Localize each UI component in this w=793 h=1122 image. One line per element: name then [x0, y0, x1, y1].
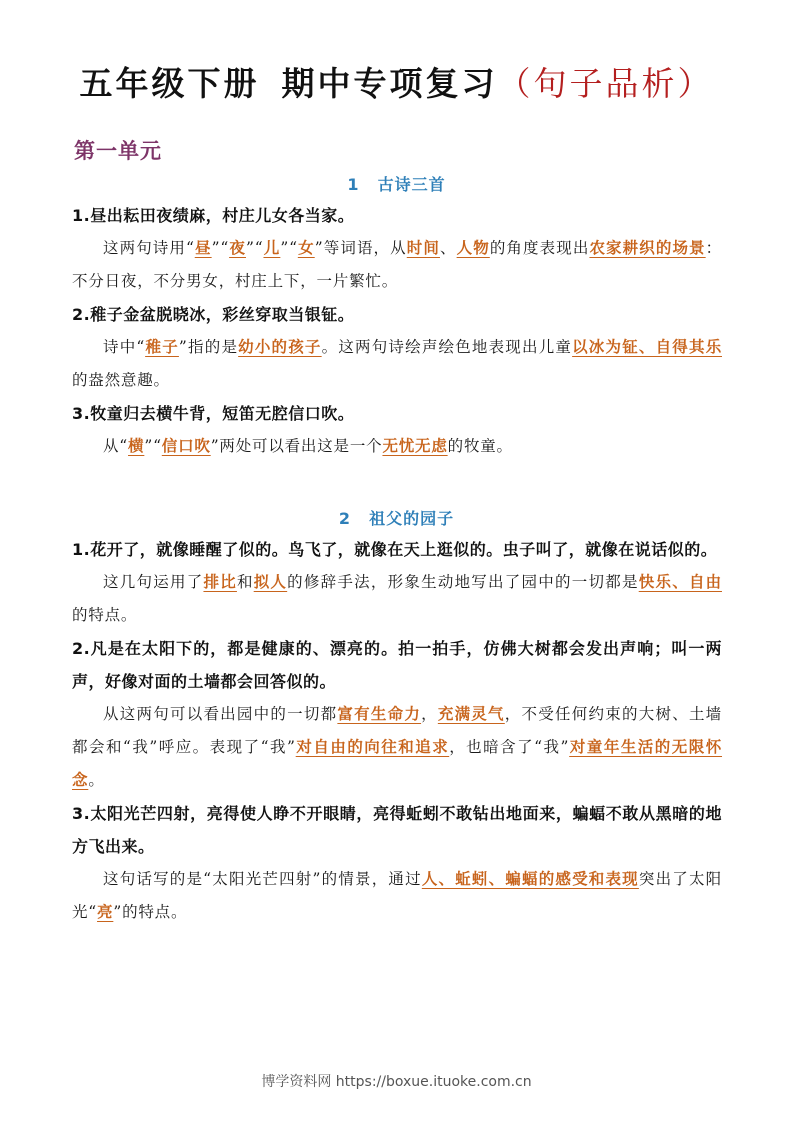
analysis — [72, 331, 722, 397]
title-topic: （句子品析） — [497, 64, 714, 103]
text-run: ”等词语，从 — [314, 239, 407, 257]
text-run: 诗中“ — [103, 338, 146, 356]
text-run: 的特点。 — [72, 606, 138, 624]
key-phrase: 昼 — [194, 239, 212, 257]
key-phrase: 富有生命力 — [337, 705, 422, 723]
key-phrase: 人、蚯蚓、蝙蝠的感受和表现 — [421, 870, 639, 888]
key-phrase: 亮 — [97, 903, 114, 921]
key-phrase: 农家耕织的场景 — [589, 239, 706, 257]
text-run: 从“ — [103, 437, 129, 455]
lesson-1-content — [72, 199, 722, 463]
key-phrase: 无忧无虑 — [382, 437, 448, 455]
text-run: 、 — [439, 239, 457, 257]
question: 1.花开了，就像睡醒了似的。鸟飞了，就像在天上逛似的。虫子叫了，就像在说话似的。 — [72, 540, 718, 559]
text-run: ， — [421, 705, 438, 723]
unit-heading: 第一单元 — [74, 139, 162, 163]
page-title — [0, 58, 793, 105]
text-run: 的牧童。 — [447, 437, 513, 455]
title-grade: 五年级下册 — [79, 64, 260, 103]
text-run: 。这两句诗绘声绘色地表现出儿童 — [321, 338, 573, 356]
text-run: 的盎然意趣。 — [72, 371, 170, 389]
question: 1.昼出耘田夜绩麻，村庄儿女各当家。 — [72, 206, 355, 225]
lesson-number: 1 — [347, 175, 360, 194]
text-run: ：不分日夜，不分男女，村庄上下，一片繁忙。 — [72, 239, 722, 290]
analysis — [72, 430, 722, 463]
question: 2.凡是在太阳下的，都是健康的、漂亮的。拍一拍手，仿佛大树都会发出声响；叫一两声，好像对面的土墙都会回答似的。 — [72, 639, 722, 691]
key-phrase: 排比 — [203, 573, 237, 591]
text-run: 的角度表现出 — [489, 239, 590, 257]
key-phrase: 充满灵气 — [437, 705, 505, 723]
lesson-2-content — [72, 533, 722, 929]
text-run: ”“ — [280, 239, 298, 257]
text-run: 这句话写的是“太阳光芒四射”的情景，通过 — [103, 870, 422, 888]
key-phrase: 人物 — [456, 239, 490, 257]
text-run: 这几句运用了 — [103, 573, 204, 591]
key-phrase: 拟人 — [253, 573, 288, 591]
text-run: ”的特点。 — [113, 903, 188, 921]
question: 3.牧童归去横牛背，短笛无腔信口吹。 — [72, 404, 355, 423]
key-phrase: 快乐、自由 — [638, 573, 722, 591]
key-phrase: 时间 — [406, 239, 440, 257]
text-run: 的修辞手法，形象生动地写出了园中的一切都是 — [287, 573, 639, 591]
analysis — [72, 232, 722, 298]
text-run: ”“ — [246, 239, 264, 257]
text-run: 从这两句可以看出园中的一切都 — [103, 705, 338, 723]
lesson-name: 祖父的园子 — [369, 509, 455, 528]
key-phrase: 对童年生活的无限怀念 — [72, 738, 723, 789]
key-phrase: 稚子 — [145, 338, 179, 356]
analysis — [72, 863, 722, 929]
lesson-heading-1 — [0, 172, 793, 195]
text-run: ”“ — [211, 239, 230, 257]
key-phrase: 儿 — [263, 239, 281, 257]
lesson-number: 2 — [338, 509, 352, 528]
text-run: ，不受任何约束的大树、土墙都会和“我”呼应。表现了“我” — [72, 705, 722, 756]
text-run: ”两处可以看出这是一个 — [210, 437, 383, 455]
text-run: ”指的是 — [178, 338, 239, 356]
lesson-heading-2 — [0, 506, 793, 529]
analysis — [72, 566, 722, 632]
text-run: 和 — [236, 573, 254, 591]
text-run: 突出了太阳光“ — [72, 870, 722, 921]
analysis — [72, 698, 722, 797]
title-subject: 期中专项复习 — [281, 64, 498, 103]
text-run: 。 — [88, 771, 105, 789]
question: 3.太阳光芒四射，亮得使人睁不开眼睛，亮得蚯蚓不敢钻出地面来，蝙蝠不敢从黑暗的地方飞出来。 — [72, 804, 722, 856]
text-run: ”“ — [144, 437, 162, 455]
key-phrase: 女 — [297, 239, 315, 257]
key-phrase: 对自由的向往和追求 — [295, 738, 450, 756]
key-phrase: 横 — [128, 437, 145, 455]
key-phrase: 夜 — [229, 239, 246, 257]
text-run: ，也暗含了“我” — [449, 738, 570, 756]
key-phrase: 幼小的孩子 — [238, 338, 322, 356]
key-phrase: 信口吹 — [161, 437, 211, 455]
footer-watermark: 博学资料网 https://boxue.ituoke.com.cn — [261, 1074, 532, 1090]
key-phrase: 以冰为钲、自得其乐 — [572, 338, 722, 356]
text-run: 这两句诗用“ — [103, 239, 195, 257]
lesson-name: 古诗三首 — [377, 175, 446, 194]
question: 2.稚子金盆脱晓冰，彩丝穿取当银钲。 — [72, 305, 355, 324]
